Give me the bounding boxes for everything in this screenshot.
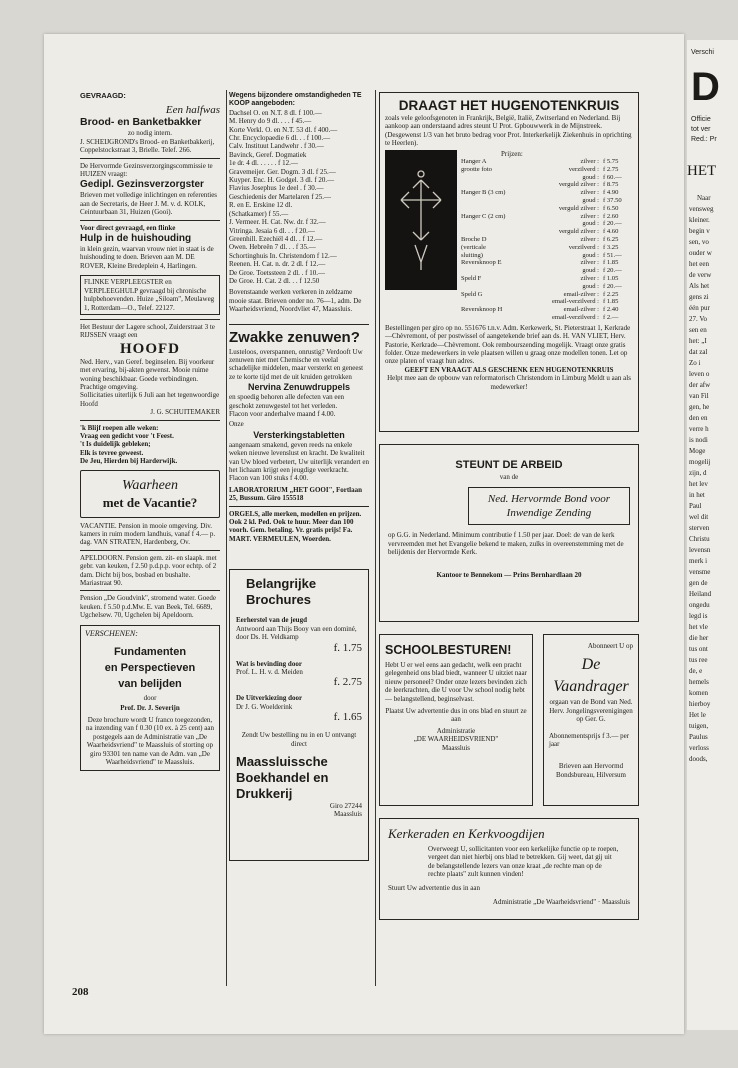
brochure-3-title: De Uitverkiezing door — [236, 694, 303, 703]
price-row — [461, 314, 633, 322]
wegens-heading: Wegens bijzondere omstandigheden TE KOOP aangeboden: — [229, 92, 362, 108]
adjacent-page-line: verloss — [689, 744, 709, 752]
vacantie-ad-3: Pension „De Goudvink", stromend water. Goede keuken. f 5.50 p.d.Mw. E. van Beek, Tel. 6689, Ugchelsew. 70, Ugchelen bij Apeldoorn. — [80, 594, 217, 620]
brochure-2-title: Wat is bevinding door — [236, 659, 302, 668]
vaandrager-sub: orgaan van de Bond van Ned. Herv. Jongelingsverenigingen op Ger. G. — [549, 698, 633, 724]
brochures-title-2: Brochures — [246, 592, 312, 608]
brochure-2-price: f. 2.75 — [333, 676, 362, 689]
hugenotenkruis-geeft: GEEFT EN VRAAGT ALS GESCHENK EEN HUGENOTENKRUIS — [404, 365, 614, 374]
price-row — [461, 205, 633, 213]
vacantie-ad-2: APELDOORN. Pension gem. zit- en slaapk. met gebr. van keuken, f 2.50 p.d.p.p. voor echtp. of 2 dam. Dicht bij bos, bosbad en bushalte. Mariastraat 90. — [80, 553, 217, 588]
hoofd-ad-deadline: Sollicitaties uiterlijk 6 Juli aan het tegenwoordige Hoofd — [80, 391, 220, 408]
price-item-value: f 2.25 — [603, 290, 619, 298]
publisher-name-1: Maassluissche — [236, 753, 328, 769]
price-item-value: f 20.— — [603, 282, 622, 290]
price-item-value: f 4.60 — [603, 228, 619, 236]
adjacent-page-line: Officie — [691, 116, 711, 123]
fundamenten-title-1: Fundamenten — [113, 646, 187, 659]
brochure-1-desc: Antwoord aan Thijs Booy van een dominé, door Ds. H. Veldkamp — [236, 624, 357, 642]
versterking-title: Versterkingstabletten — [253, 429, 345, 440]
price-item-material: verzilverd : — [568, 243, 599, 251]
price-row — [461, 298, 633, 306]
price-row — [461, 158, 633, 166]
fundamenten-text: Deze brochure wordt U franco toegezonden, na inzending van f 0.30 (10 ex. à 25 cent) aan postgegels aan de Administratie van „De Waarheidsvriend" te Maassluis of storting op giro 93301 ten name van de Adm. van „De Waarheidsvriend" te Maassluis. — [86, 715, 214, 766]
blijf-line-5: De Jeu, Hierden bij Harderwijk. — [80, 457, 178, 466]
price-item-name: Hanger B (3 cm) — [461, 189, 506, 197]
price-row — [461, 213, 633, 221]
price-item-name — [461, 267, 533, 275]
adjacent-page-line: tuigen, — [689, 722, 709, 730]
price-row — [461, 220, 633, 228]
price-item-material: verguld zilver : — [558, 204, 599, 212]
kerkeraden-stuurt: Stuurt Uw advertentie dus in aan — [388, 883, 480, 892]
adjacent-page-line: legd is — [689, 612, 708, 620]
wegens-book-item: De Groe. Toetssteen 2 dl. . f 10.— — [229, 268, 326, 277]
price-item-material: verguld zilver : — [558, 181, 599, 189]
price-item-value: f 6.25 — [603, 236, 619, 243]
hugenotenkruis-helpt: Helpt mee aan de opbouw van reformatorisch Christendom in Limburg Meldt u aan als medewerker! — [387, 374, 631, 391]
laboratorium-line: LABORATORIUM „HET GOOI", Fortlaan 25, Bussum. Giro 155518 — [229, 485, 363, 503]
adjacent-page-line: sen, vo — [689, 238, 709, 246]
price-item-name: Speld F — [461, 274, 482, 282]
adjacent-page-line: Red.: Pr — [691, 136, 717, 143]
adjacent-page-line: leven o — [689, 370, 710, 378]
adjacent-page-line: Als het — [689, 282, 710, 290]
price-item-name — [461, 228, 533, 236]
wegens-book-item: Vitringa. Jesaia 6 dl. . . f 20.— — [229, 226, 315, 235]
fundamenten-door: door — [143, 694, 157, 703]
price-table — [461, 158, 633, 322]
adjacent-page-line: begin v — [689, 227, 710, 235]
wegens-book-item: Korte Verkl. O. en N.T. 53 dl. f 400.— — [229, 125, 338, 134]
adjacent-page-line: gens zi — [689, 293, 709, 301]
wegens-book-item: Schortinghuis In. Christendom f 12.— — [229, 251, 337, 260]
price-item-value: f 2.60 — [603, 212, 619, 220]
brochure-3-author: Dr J. G. Woelderink — [236, 702, 293, 711]
price-item-name: Broche D — [461, 236, 487, 243]
price-item-name: Hanger A — [461, 158, 487, 166]
price-item-value: f 51.— — [603, 251, 622, 259]
hoofd-ad-intro: Het Bestuur der Lagere school, Zuiderstraat 3 te RIJSSEN vraagt een — [80, 322, 215, 340]
hulp-ad-body: in klein gezin, waarvan vrouw niet in staat is de huishouding te doen. Brieven aan M. DE ROVER, Kleine Bredeplein 4, Harlingen. — [80, 245, 214, 270]
price-item-value: f 8.75 — [603, 181, 619, 189]
price-row — [461, 259, 633, 267]
adjacent-page-line: één pur — [689, 304, 710, 312]
blijf-line-4: Elk is tevree geweest. — [80, 448, 144, 457]
gevraagd-heading: GEVRAAGD: — [80, 91, 126, 100]
hulp-ad-intro: Voor direct gevraagd, een flinke — [80, 223, 176, 232]
steun-bond-box — [468, 487, 630, 525]
orgels-ad: ORGELS, alle merken, modellen en prijzen. Ook 2 kl. Ped. Ook te huur. Meer dan 100 voorh. Gem. betaling. Vr. gratis prijs! Fa. MART. VERMEULEN, Woerden. — [229, 509, 362, 543]
brochures-title-1: Belangrijke — [246, 576, 317, 592]
adjacent-page-line: gen de — [689, 579, 708, 587]
adjacent-page-line: verre h — [689, 425, 709, 433]
price-item-name — [461, 181, 533, 189]
prijzen-label: Prijzen: — [501, 149, 523, 158]
adjacent-page-line: wel dit — [689, 513, 709, 521]
wegens-book-item: Flavius Josephus 1e deel . f 30.— — [229, 184, 324, 193]
wegens-book-item: Geschiedenis der Martelaren f 25.— — [229, 192, 332, 201]
price-item-value: f 2.75 — [603, 165, 619, 173]
adjacent-page-line: tot ver — [691, 126, 711, 133]
price-item-name — [461, 197, 533, 205]
price-row — [461, 174, 633, 182]
school-adm: Administratie — [436, 726, 476, 735]
adjacent-page-line: vensweg — [689, 205, 714, 213]
price-item-material: email-verzilverd : — [551, 313, 599, 321]
nervina-title: Nervina Zenuwdruppels — [247, 382, 351, 393]
brochures-order: Zendt Uw bestelling nu in en U ontvangt direct — [241, 731, 357, 748]
adjacent-page-line: het een — [689, 260, 710, 268]
verpleegster-ad — [80, 275, 220, 315]
price-item-name — [461, 298, 533, 306]
hulp-ad-title: Hulp in de huishouding — [80, 233, 192, 245]
adjacent-page-text — [687, 48, 738, 765]
vacantie-title: met de Vacantie? — [102, 494, 198, 510]
adjacent-page-line: het: „I — [689, 337, 707, 345]
adjacent-page-line: kleiner. — [689, 216, 710, 224]
adjacent-page-line: hierboy — [689, 700, 711, 708]
adjacent-page-line: het vle — [689, 623, 708, 631]
hugenotenkruis-intro: zoals vele geloofsgenoten in Frankrijk, België, Italië, Zwitserland en Nederland. Bij aankoop aan onderstaand adres steunt U Prot. Gpbouwwerk in de Mijnstreek. (Desgewenst 1/3 van het bruto bedrag voor Prot. Interkerkelijk Ziekenhuis in oprichting te Heerlen). — [385, 114, 632, 148]
brochure-2-author: Prof. L. H. v. d. Meiden — [236, 667, 303, 676]
waarheen-box — [80, 470, 220, 518]
price-item-value: f 20.— — [603, 220, 622, 228]
wegens-book-list — [229, 109, 369, 286]
price-row — [461, 197, 633, 205]
price-item-name: grootte foto — [461, 165, 492, 173]
versterking-price: Flacon van 100 stuks f 4.00. — [229, 474, 309, 483]
waarheen-title: Waarheen — [122, 477, 178, 493]
price-item-value: f 1.05 — [603, 274, 619, 282]
price-item-material: goud : — [582, 267, 599, 275]
steun-van: van de — [499, 473, 519, 481]
price-row — [461, 252, 633, 260]
adjacent-page-line: der afw — [689, 381, 711, 389]
wegens-book-item: R. en E. Erskine 12 dl. — [229, 201, 293, 210]
zwakke-zenuwen-text: Lusteloos, overspannen, onrustig? Verdooft Uw zenuwen niet met Chemische en veelal schadelijke middelen, maar versterkt en geneest ze te korte tijd met de uit kruiden getrokken — [229, 347, 364, 381]
adjacent-page-line: merk i — [689, 557, 708, 565]
adjacent-page-line: Heiland — [689, 590, 712, 598]
adjacent-page-line: de verw — [689, 271, 712, 279]
adjacent-page-line: gen, he — [689, 403, 710, 411]
price-item-material: email-zilver : — [563, 306, 599, 314]
adjacent-page-line: mogelij — [689, 458, 711, 466]
verschenen-label: VERSCHENEN: — [85, 628, 138, 638]
price-row — [461, 306, 633, 314]
nervina-text: en spoedig behoren alle defecten van een geschokt zenuwgestel tot het verleden. — [229, 393, 345, 410]
adjacent-page-line: HET — [687, 163, 717, 179]
steun-title: STEUNT DE ARBEID — [455, 459, 563, 471]
adjacent-page-line: doods, — [689, 755, 708, 763]
adjacent-page-line: ouder w — [689, 249, 712, 257]
wegens-book-item: 1e dr. 4 dl. . . . . . f 12.— — [229, 159, 298, 168]
column-large-ads — [379, 92, 639, 920]
adjacent-page-line: tus ont — [689, 645, 708, 653]
price-item-material: zilver : — [580, 212, 599, 220]
price-item-material: email-zilver : — [563, 290, 599, 298]
price-item-name: Reversknoop H — [461, 306, 503, 314]
adjacent-page-line: Moge — [689, 447, 706, 455]
hoofd-ad-signature: J. G. SCHUITEMAKER — [150, 408, 220, 417]
wegens-book-item: Dachsel O. en N.T. 8 dl. f 100.— — [229, 108, 322, 117]
adjacent-page-line: tus ree — [689, 656, 708, 664]
vacantie-ad-1: VACANTIE. Pension in mooie omgeving. Div. kamers in ruim modern landhuis, vanaf f 4.— p. dag. VAN STRATEN, Hardenberg, Ov. — [80, 521, 216, 547]
halfwas-ad-line: Een halfwas — [165, 104, 220, 117]
adjacent-page-line: levensn — [689, 546, 711, 554]
adjacent-page-line: D — [691, 65, 720, 109]
publisher-city: Maassluis — [334, 810, 362, 819]
adjacent-page-line: Verschi — [691, 49, 714, 56]
price-item-name: Speld G — [461, 290, 483, 298]
adjacent-page-line: Paulus — [689, 733, 708, 741]
price-item-value: f 5.75 — [603, 158, 619, 166]
wegens-book-item: Greenhill. Ezechiël 4 dl. . f 12.— — [229, 234, 323, 243]
vaandrager-abonneert: Abonneert U op — [587, 642, 633, 650]
price-item-material: goud : — [582, 173, 599, 181]
school-plaats: Plaatst Uw advertentie dus in ons blad en stuurt ze aan — [385, 707, 527, 724]
wegens-book-item: J. Vermeer. H. Cat. Nw. dr. f 32.— — [229, 218, 326, 227]
price-item-value: f 60.— — [603, 173, 622, 181]
column-classifieds-left — [80, 92, 220, 771]
price-row — [461, 275, 633, 283]
schoolbesturen-ad — [379, 634, 533, 806]
verpleegster-ad-text: FLINKE VERPLEEGSTER en VERPLEEGHULP gevraagd bij chronische hulpbehoevenden. Huize „Siloam", Meulaweg 1, Rotterdam—O., Telef. 22127. — [84, 278, 215, 312]
wegens-book-item: Calv. Instituut Landwehr . f 30.— — [229, 142, 324, 151]
adjacent-page-line: sen en — [689, 326, 707, 334]
adjacent-page-line: sterven — [689, 524, 710, 532]
kerkeraden-text: Overweegt U, sollicitanten voor een kerkelijke functie op te roepen, vergeet dan niet hierbij ons blad te betrekken. Gij weet, dat gij uit de belangstellende lezers van onze kraat „de rechte man op de rechte plaats" zult kunnen vinden! — [428, 845, 619, 879]
wegens-book-item: De Groe. H. Cat. 2 dl. . . f 12.50 — [229, 276, 320, 285]
fundamenten-title-3: van belijden — [118, 678, 182, 691]
price-item-name — [461, 283, 533, 291]
adjacent-page-line: Het le — [689, 711, 706, 719]
school-adm-name: „DE WAARHEIDSVRIEND" — [413, 735, 499, 744]
price-item-value: f 4.90 — [603, 189, 619, 197]
price-item-value: f 37.50 — [603, 197, 622, 205]
price-row — [461, 291, 633, 299]
price-item-value: f 1.85 — [603, 259, 619, 267]
huizen-ad-intro: De Hervormde Gezinsverzorgingscommissie te HUIZEN vraagt: — [80, 161, 213, 179]
adjacent-page-line: in het — [689, 491, 705, 499]
price-row — [461, 228, 633, 236]
versterking-text: aangenaam smakend, geven reeds na enkele weken nieuwe levenslust en kracht. De kwaliteit van Uw bloed verbetert, Uw uiterlijk verandert en het lichaam krijgt een jeugdige veerkracht. — [229, 440, 369, 475]
price-item-value: f 2.— — [603, 313, 619, 321]
brochure-3-price: f. 1.65 — [333, 711, 362, 724]
wegens-footer: Bovenstaande werken verkeren in zeldzame mooie staat. Brieven onder no. 76—1, adm. De Waarheidsvriend, Noordvliet 47, Maassluis. — [229, 288, 362, 314]
verschenen-box — [80, 625, 220, 772]
onze-label: Onze — [229, 420, 244, 429]
price-row — [461, 244, 633, 252]
steun-kantoor: Kantoor te Bennekom — Prins Bernhardlaan 20 — [436, 570, 582, 579]
halfwas-ad-address: J. SCHEIJGROND's Brood- en Banketbakkerij, Coppelstockstraat 3, Brielle. Telef. 266. — [80, 137, 215, 155]
adjacent-page-line: hemels — [689, 678, 709, 686]
price-item-material: zilver : — [580, 259, 599, 267]
adjacent-page-edge — [687, 40, 738, 1030]
wegens-book-item: Owen. Hebreën 7 dl. . . f 35.— — [229, 243, 316, 252]
price-item-material: zilver : — [580, 274, 599, 282]
adjacent-page-line: van Fil — [689, 392, 709, 400]
price-item-material: goud : — [582, 197, 599, 205]
hugenotenkruis-title: DRAAGT HET HUGENOTENKRUIS — [398, 98, 620, 113]
zwakke-zenuwen-title: Zwakke zenuwen? — [229, 328, 360, 346]
wegens-book-item: Bavinck, Geref. Dogmatiek — [229, 150, 307, 159]
price-item-name: (verticale — [461, 243, 486, 251]
wegens-book-item: Chr. Encyclopaedie 6 dl. . . f 100.— — [229, 134, 331, 143]
price-row — [461, 189, 633, 197]
school-adm-city: Maassluis — [442, 743, 470, 752]
vaandrager-ad — [543, 634, 639, 806]
page-number: 208 — [72, 986, 89, 998]
adjacent-page-line: is nodi — [689, 436, 708, 444]
price-item-material: goud : — [582, 251, 599, 259]
publisher-name-2: Boekhandel en — [236, 769, 329, 785]
price-item-name — [461, 314, 533, 322]
steun-de-arbeid-ad — [379, 444, 639, 622]
price-row — [461, 236, 633, 244]
halfwas-ad-title: Brood- en Banketbakker — [80, 116, 202, 129]
adjacent-page-line: Christu — [689, 535, 710, 543]
blijf-line-1: 'k Blijf roepen alle weken: — [80, 423, 159, 432]
adjacent-page-line: Naar — [697, 194, 711, 202]
price-item-material: goud : — [582, 282, 599, 290]
publisher-giro: Giro 27244 — [329, 801, 362, 810]
blijf-line-2: Vraag een gedicht voor 't Feest. — [80, 431, 174, 440]
price-item-material: email-verzilverd : — [551, 298, 599, 306]
wegens-book-item: (Schatkamer) f 55.— — [229, 209, 289, 218]
vaandrager-title: De Vaandrager — [553, 656, 629, 696]
price-item-value: f 1.85 — [603, 298, 619, 306]
kerkeraden-adm: Administratie „De Waarheidsvriend" · Maassluis — [492, 898, 630, 907]
steun-text: op G.G. in Nederland. Minimum contributie f 1.50 per jaar. Doel: de van de kerk vervreemden met het Evangelie bekend te maken, zulks in overeenstemming met de belijdenis der Hervormde Kerk. — [388, 531, 624, 557]
price-item-material: goud : — [582, 220, 599, 228]
kerkeraden-title: Kerkeraden en Kerkvoogdijen — [388, 826, 545, 841]
price-row — [461, 283, 633, 291]
price-item-material: zilver : — [580, 158, 599, 166]
price-item-material: zilver : — [580, 236, 599, 243]
school-text: Hebt U er wel eens aan gedacht, welk een pracht gelegenheid ons blad biedt, wanneer U uitziet naar nieuw personeel? Onder onze lezers bevinden zich de leerkrachten, die U voor Uw school nodig hebt — belangstellend, beginselvast. — [385, 661, 527, 703]
price-item-material: zilver : — [580, 189, 599, 197]
vaandrager-brieven: Brieven aan Hervormd Bondsbureau, Hilversum — [556, 762, 626, 779]
price-item-material: verzilverd : — [568, 165, 599, 173]
fundamenten-author: Prof. Dr. J. Severijn — [120, 704, 180, 713]
adjacent-page-line: het lev — [689, 480, 708, 488]
fundamenten-title-2: en Perspectieven — [104, 662, 196, 675]
steun-bond: Ned. Hervormde Bond voor Inwendige Zending — [487, 493, 611, 520]
adjacent-page-line: komen — [689, 689, 709, 697]
wegens-book-item: Reenen. H. Cat. n. dr. 2 dl. f 12.— — [229, 260, 326, 269]
adjacent-page-line: zijn, d — [689, 469, 707, 477]
adjacent-page-line: den en — [689, 414, 708, 422]
adjacent-page-line: 27. Vo — [689, 315, 708, 323]
price-item-name: Reversknoop E — [461, 259, 502, 267]
adjacent-page-line: de, e — [689, 667, 703, 675]
adjacent-page-line: vensme — [689, 568, 711, 576]
brochures-box — [229, 569, 369, 861]
adjacent-page-line: die her — [689, 634, 709, 642]
kerkeraden-ad — [379, 818, 639, 920]
price-row — [461, 166, 633, 174]
price-item-name — [461, 174, 533, 182]
school-title: SCHOOLBESTUREN! — [385, 643, 512, 657]
price-item-name — [461, 220, 533, 228]
adjacent-page-line: Zo i — [689, 359, 701, 367]
price-item-name: sluiting) — [461, 251, 483, 259]
price-item-material: verguld zilver : — [558, 228, 599, 236]
adjacent-page-line: Paul — [689, 502, 702, 510]
hoofd-ad-title: HOOFD — [120, 340, 180, 357]
hugenotenkruis-ad — [379, 92, 639, 432]
hugenotenkruis-photo — [385, 150, 457, 290]
hoofd-ad-body: Ned. Herv., van Geref. beginselen. Bij voorkeur met ervaring, bij-akten gewenst. Mooie ruime woning beschikbaar. Goede verbindingen. Prachtige omgeving. — [80, 357, 215, 391]
price-row — [461, 267, 633, 275]
price-item-value: f 20.— — [603, 267, 622, 275]
wegens-book-item: Kuyper. Enc. H. Godgel. 3 dl. f 20.— — [229, 176, 335, 185]
nervina-price: Flacon voor anderhalve maand f 4.00. — [229, 410, 336, 418]
adjacent-page-line: ongedu — [689, 601, 710, 609]
brochure-1-title: Eerherstel van de jeugd — [236, 616, 307, 625]
hugenotenkruis-order: Bestellingen per giro op no. 551676 t.n.v. Adm. Kerkewerk, St. Pieterstraat 1, Kerkrade—Chèvremont, of per postwissel of aangetekende brief aan ds. H. VAN VLIET, Herv. Pastorie, Kerkrade—Chèvremont. Ook rembourszending mogelijk. Vraagt onze gratis folder. Onze medewerkers in vele plaatsen willen u graag onze modellen tonen. Let op onze platen of vraagt hun adres. — [385, 323, 631, 366]
adjacent-page-line: dat zal — [689, 348, 708, 356]
price-row — [461, 181, 633, 189]
halfwas-ad-note: zo nodig intern. — [127, 129, 173, 138]
wegens-book-item: Gravemeijer. Ger. Dogm. 3 dl. f 25.— — [229, 167, 336, 176]
blijf-line-3: 't Is duidelijk gebleken; — [80, 440, 151, 449]
column-classifieds-middle — [229, 92, 369, 861]
vaandrager-prijs: Abonnementsprijs f 3.— per jaar — [549, 731, 630, 749]
price-item-value: f 6.50 — [603, 204, 619, 212]
newspaper-page — [44, 34, 684, 1034]
huizen-ad-body: Brieven met volledige inlichtingen en referenties aan de Secretaris, de Heer J. M. v. d. KOLK, Ceintuurbaan 31, Huizen (Gooi). — [80, 191, 218, 217]
huizen-ad-title: Gedipl. Gezinsverzorgster — [80, 179, 204, 191]
price-item-name: Hanger C (2 cm) — [461, 212, 506, 220]
price-item-name — [461, 205, 533, 213]
brochure-1-price: f. 1.75 — [333, 641, 362, 654]
price-item-value: f 2.40 — [603, 306, 619, 314]
wegens-book-item: M. Henry do 9 dl. . . . f 45.— — [229, 117, 312, 126]
price-item-value: f 3.25 — [603, 243, 619, 251]
publisher-name-3: Drukkerij — [236, 785, 293, 801]
